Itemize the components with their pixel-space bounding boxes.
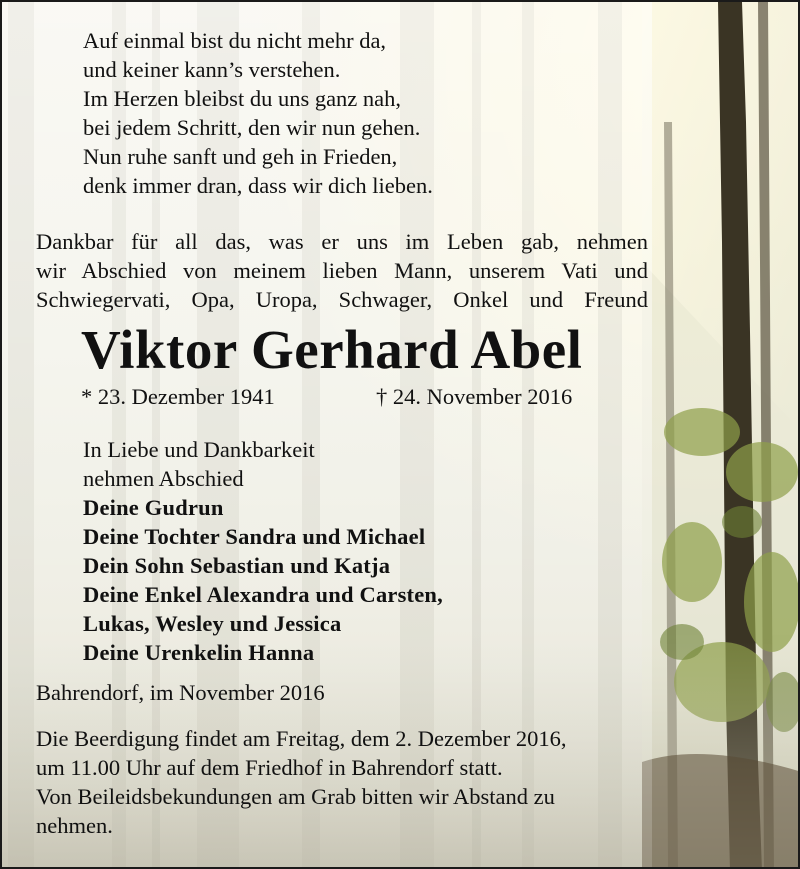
funeral-line: nehmen. [36,813,113,838]
poem-line: und keiner kann’s verstehen. [83,57,341,82]
mourners-intro-line: In Liebe und Dankbarkeit [83,437,315,462]
place-date: Bahrendorf, im November 2016 [36,680,325,705]
mourner-name: Lukas, Wesley und Jessica [83,611,342,636]
funeral-info [36,724,566,840]
poem-line: bei jedem Schritt, den wir nun gehen. [83,115,421,140]
funeral-line: Die Beerdigung findet am Freitag, dem 2. Dezember 2016, [36,726,567,751]
memorial-poem [83,26,433,200]
intro-line: Dankbar für all das, was er uns im Leben gab, nehmen [36,229,648,254]
mourners-intro-line: nehmen Abschied [83,466,244,491]
mourner-name: Deine Gudrun [83,495,224,520]
death-date: † 24. November 2016 [376,384,573,409]
funeral-line: Von Beileidsbekundungen am Grab bitten wir Abstand zu [36,784,555,809]
poem-line: Auf einmal bist du nicht mehr da, [83,28,387,53]
farewell-intro [36,227,648,314]
funeral-line: um 11.00 Uhr auf dem Friedhof in Bahrendorf statt. [36,755,503,780]
mourners-list [83,435,443,667]
birth-date: * 23. Dezember 1941 [81,384,275,409]
intro-line: wir Abschied von meinem lieben Mann, unserem Vati und [36,258,648,283]
mourner-name: Deine Tochter Sandra und Michael [83,524,426,549]
poem-line: Nun ruhe sanft und geh in Frieden, [83,144,398,169]
intro-line: Schwiegervati, Opa, Uropa, Schwager, Onkel und Freund [36,287,648,312]
poem-line: denk immer dran, dass wir dich lieben. [83,173,433,198]
deceased-name: Viktor Gerhard Abel [81,319,583,380]
mourner-name: Dein Sohn Sebastian und Katja [83,553,391,578]
mourner-name: Deine Urenkelin Hanna [83,640,315,665]
poem-line: Im Herzen bleibst du uns ganz nah, [83,86,402,111]
mourner-name: Deine Enkel Alexandra und Carsten, [83,582,443,607]
